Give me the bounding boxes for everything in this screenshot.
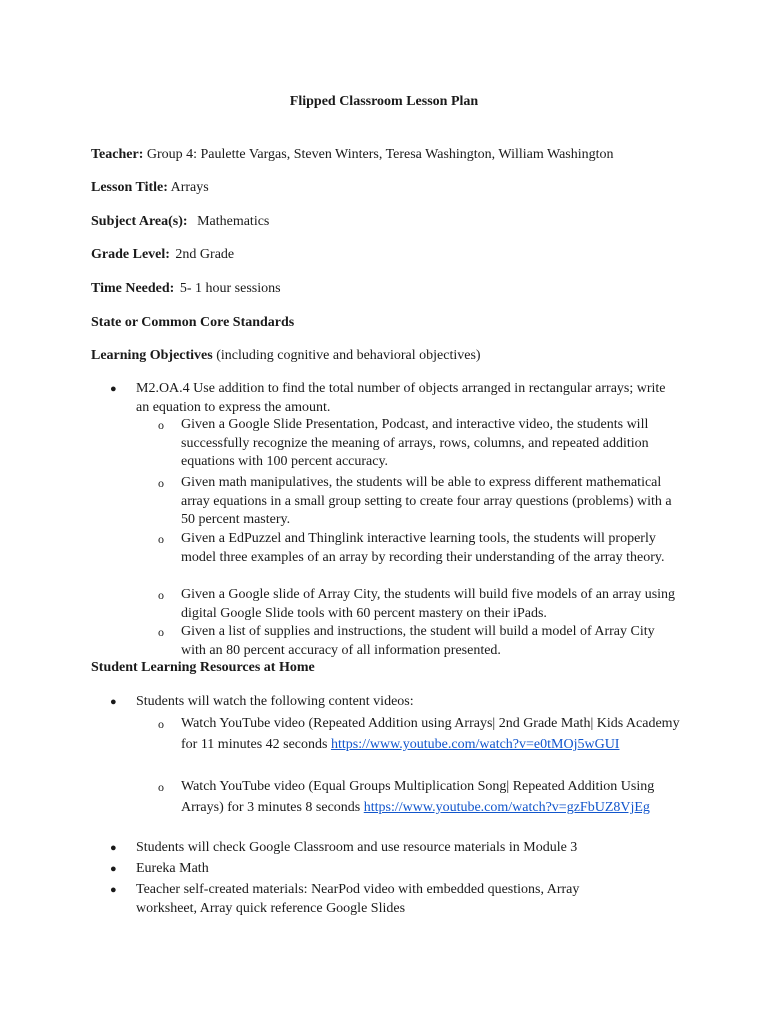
objective-item: Given a Google slide of Array City, the students will build five models of an array using digital Google Slide tools with 60 percent mastery on their iPads. [181,587,676,621]
objective-item: Given a list of supplies and instructions, the student will build a model of Array City with an 80 percent accuracy of all information presented. [181,624,655,658]
objective-item: Given a Google Slide Presentation, Podcast, and interactive video, the students will successfully recognize the meaning of arrays, rows, columns, and repeated addition equations with 100 percent accuracy. [181,417,649,469]
objective-item: Given math manipulatives, the students will be able to express different mathematical array equations in a small group setting to create four array questions (problems) with a 50 percent mastery. [181,475,672,527]
resource-item: Teacher self-created materials: NearPod video with embedded questions, Array worksheet, Array quick reference Google Slides [136,882,580,916]
video-description: Watch YouTube video (Equal Groups Multiplication Song| Repeated Addition Using Arrays) for 3 minutes 8 seconds [181,779,655,815]
bullet-icon: ● [110,383,117,395]
lesson-title-field [91,180,209,196]
sub-bullet-icon: o [158,418,164,432]
bullet-icon: ● [110,842,117,854]
lesson-title-value: Arrays [170,180,209,195]
bullet-icon: ● [110,884,117,896]
resources-videos-intro: Students will watch the following content videos: [136,694,414,709]
sub-bullet-icon: o [158,588,164,602]
subject-area-value: Mathematics [197,214,270,229]
bullet-icon: ● [110,696,117,708]
lesson-title-label: Lesson Title: [91,180,168,195]
sub-bullet-icon: o [158,625,164,639]
resource-item: Eureka Math [136,861,209,876]
sub-bullet-icon: o [158,476,164,490]
document-title: Flipped Classroom Lesson Plan [289,94,479,109]
time-needed-value: 5- 1 hour sessions [179,281,281,296]
video-item [181,776,681,818]
objectives-standard-text: M2.OA.4 Use addition to find the total number of objects arranged in rectangular arrays; write an equation to express the amount. [136,381,666,415]
resource-item: Students will check Google Classroom and use resource materials in Module 3 [136,840,578,855]
objectives-note: (including cognitive and behavioral objectives) [216,348,481,363]
objective-item: Given a EdPuzzel and Thinglink interactive learning tools, the students will properly model three examples of an array by recording their understanding of the array theory. [181,531,665,565]
sub-bullet-icon: o [158,717,164,731]
bullet-icon: ● [110,863,117,875]
subject-area-field [91,214,269,230]
sub-bullet-icon: o [158,532,164,546]
resources-heading: Student Learning Resources at Home [91,660,315,675]
grade-level-value: 2nd Grade [175,247,235,262]
objectives-heading-line [91,348,481,364]
teacher-label: Teacher: [91,147,144,162]
video-link[interactable]: https://www.youtube.com/watch?v=e0tMOj5wGUI [330,737,620,752]
objectives-heading: Learning Objectives [91,348,213,363]
time-needed-label: Time Needed: [91,281,175,296]
teacher-value: Group 4: Paulette Vargas, Steven Winters, Teresa Washington, William Washington [146,147,614,162]
video-description: Watch YouTube video (Repeated Addition using Arrays| 2nd Grade Math| Kids Academy for 11 minutes 42 seconds [181,716,680,752]
subject-area-label: Subject Area(s): [91,214,188,229]
video-link[interactable]: https://www.youtube.com/watch?v=gzFbUZ8VjEg [363,800,650,815]
standards-heading: State or Common Core Standards [91,315,295,330]
teacher-field [91,147,614,163]
grade-level-field [91,247,234,263]
grade-level-label: Grade Level: [91,247,170,262]
time-needed-field [91,281,281,297]
video-item [181,713,681,755]
sub-bullet-icon: o [158,780,164,794]
